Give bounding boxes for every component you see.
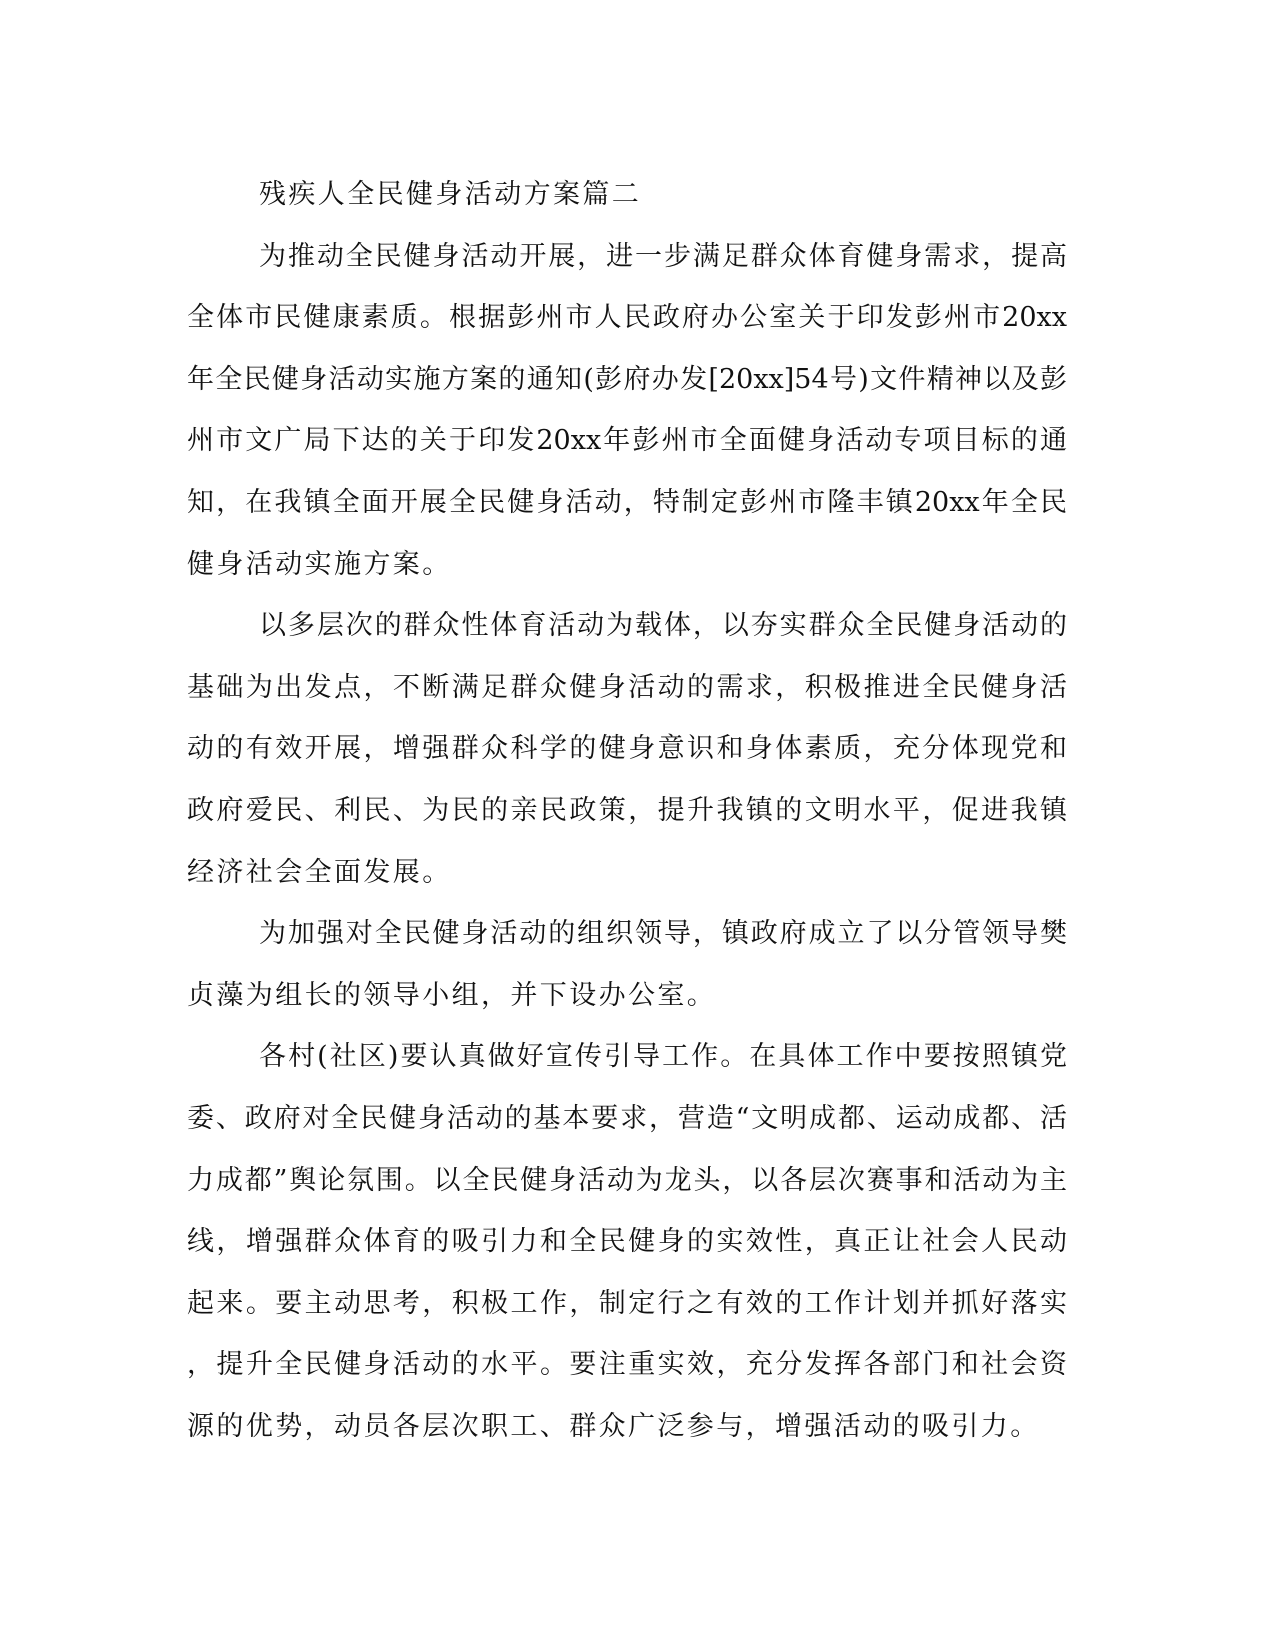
paragraph-2 <box>187 595 1067 903</box>
text-line: 源的优势，动员各层次职工、群众广泛参与，增强活动的吸引力。 <box>187 1410 1040 1442</box>
text-line: 全体市民健康素质。根据彭州市人民政府办公室关于印发彭州市20xx <box>187 302 1067 334</box>
text-line: 为推动全民健身活动开展，进一步满足群众体育健身需求，提高 <box>259 240 1067 272</box>
text-line: 州市文广局下达的关于印发20xx年彭州市全面健身活动专项目标的通 <box>187 425 1067 457</box>
text-line: 动的有效开展，增强群众科学的健身意识和身体素质，充分体现党和 <box>187 733 1067 765</box>
text-line: 年全民健身活动实施方案的通知(彭府办发[20xx]54号)文件精神以及彭 <box>187 363 1067 395</box>
text-line: 起来。要主动思考，积极工作，制定行之有效的工作计划并抓好落实 <box>187 1287 1067 1319</box>
text-line: 经济社会全面发展。 <box>187 856 452 888</box>
document-body <box>187 164 1067 1457</box>
text-line: 健身活动实施方案。 <box>187 548 452 580</box>
text-line: 力成都”舆论氛围。以全民健身活动为龙头，以各层次赛事和活动为主 <box>187 1164 1067 1196</box>
text-line: 政府爱民、利民、为民的亲民政策，提升我镇的文明水平，促进我镇 <box>187 794 1067 826</box>
text-line: 以多层次的群众性体育活动为载体，以夯实群众全民健身活动的 <box>259 610 1067 642</box>
text-line: 线，增强群众体育的吸引力和全民健身的实效性，真正让社会人民动 <box>187 1226 1067 1258</box>
text-line: 贞藻为组长的领导小组，并下设办公室。 <box>187 979 717 1011</box>
text-line: 各村(社区)要认真做好宣传引导工作。在具体工作中要按照镇党 <box>259 1041 1067 1073</box>
document-title: 残疾人全民健身活动方案篇二 <box>259 179 642 210</box>
text-line: 为加强对全民健身活动的组织领导，镇政府成立了以分管领导樊 <box>259 918 1067 950</box>
text-line: ，提升全民健身活动的水平。要注重实效，充分发挥各部门和社会资 <box>187 1349 1067 1381</box>
text-line: 委、政府对全民健身活动的基本要求，营造“文明成都、运动成都、活 <box>187 1102 1067 1134</box>
paragraph-1 <box>187 226 1067 596</box>
paragraph-3 <box>187 903 1067 1026</box>
text-line: 知，在我镇全面开展全民健身活动，特制定彭州市隆丰镇20xx年全民 <box>187 486 1067 518</box>
text-line: 基础为出发点，不断满足群众健身活动的需求，积极推进全民健身活 <box>187 671 1067 703</box>
paragraph-4 <box>187 1026 1067 1457</box>
